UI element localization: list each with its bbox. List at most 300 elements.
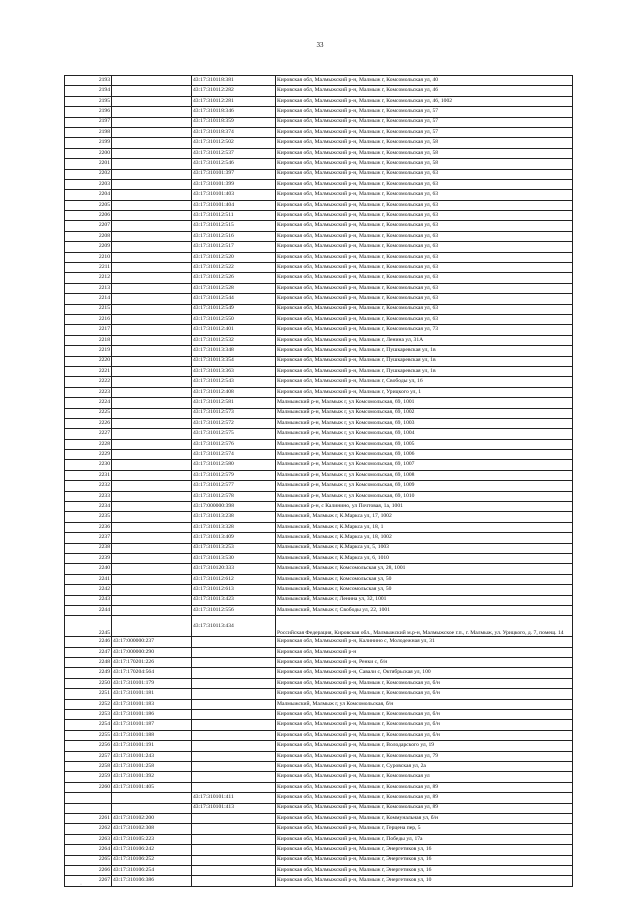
table-row bbox=[65, 117, 573, 127]
premises-cadastral-number-cell: 43:17:310112:408 bbox=[192, 387, 276, 397]
cadastral-number-cell bbox=[112, 793, 192, 803]
premises-cadastral-number-cell: 43:17:310112:532 bbox=[192, 335, 276, 345]
row-number-cell: 2211 bbox=[65, 263, 112, 273]
row-number-cell: 2200 bbox=[65, 148, 112, 158]
table-row bbox=[65, 470, 573, 480]
address-cell: Кировская обл, Малмыжский р-н, Малмыж г, Энергетиков ул, 16 bbox=[276, 845, 573, 855]
table-row bbox=[65, 398, 573, 408]
table-row bbox=[65, 107, 573, 117]
address-cell: Малмыжский р-н, Малмыж г, ул Комсомольская, 69, 1008 bbox=[276, 470, 573, 480]
row-number-cell: 2194 bbox=[65, 86, 112, 96]
row-number-cell: 2230 bbox=[65, 460, 112, 470]
premises-cadastral-number-cell: 43:17:310112:573 bbox=[192, 408, 276, 418]
premises-cadastral-number-cell: 43:17:310113:328 bbox=[192, 522, 276, 532]
cadastral-number-cell bbox=[112, 242, 192, 252]
row-number-cell: 2252 bbox=[65, 699, 112, 709]
row-number-cell: 2229 bbox=[65, 450, 112, 460]
premises-cadastral-number-cell bbox=[192, 720, 276, 730]
cadastral-number-cell bbox=[112, 408, 192, 418]
address-cell: Малмыжский р-н, Малмыж г, ул Комсомольская, 69, 1006 bbox=[276, 450, 573, 460]
cadastral-number-cell bbox=[112, 553, 192, 563]
table-row bbox=[65, 346, 573, 356]
cadastral-number-cell: 43:17:310101:187 bbox=[112, 720, 192, 730]
address-cell: Кировская обл, Малмыжский р-н, Малмыж г, Комсомольская ул, 46 bbox=[276, 86, 573, 96]
table-row bbox=[65, 543, 573, 553]
table-row bbox=[65, 824, 573, 834]
address-cell: Малмыжский, Малмыж г, К.Маркса ул, 6, 1010 bbox=[276, 553, 573, 563]
cadastral-number-cell bbox=[112, 304, 192, 314]
cadastral-number-cell: 43:17:310106:242 bbox=[112, 845, 192, 855]
address-cell: Кировская обл, Малмыжский р-н, Малмыж г, Комсомольская ул, 89 bbox=[276, 793, 573, 803]
row-number-cell: 2220 bbox=[65, 356, 112, 366]
cadastral-number-cell bbox=[112, 450, 192, 460]
cadastral-number-cell: 43:17:310101:191 bbox=[112, 741, 192, 751]
address-cell: Малмыжский, Малмыж г, ул Комсомольская, б/н bbox=[276, 699, 573, 709]
row-number-cell: 2203 bbox=[65, 179, 112, 189]
premises-cadastral-number-cell: 43:17:310101:399 bbox=[192, 179, 276, 189]
address-cell: Кировская обл, Малмыжский р-н, Малмыж г, Энергетиков ул, 10 bbox=[276, 876, 573, 886]
address-cell: Кировская обл, Малмыжский р-н, Малмыж г, Комсомольская ул, 46, 1002 bbox=[276, 96, 573, 106]
address-cell: Кировская обл, Малмыжский р-н, Малмыж г, Комсомольская ул, б/н bbox=[276, 720, 573, 730]
premises-cadastral-number-cell: 43:17:310101:411 bbox=[192, 793, 276, 803]
address-cell: Кировская обл, Малмыжский р-н, Малмыж г, Герцена пер, 5 bbox=[276, 824, 573, 834]
premises-cadastral-number-cell: 43:17:310120:333 bbox=[192, 564, 276, 574]
cadastral-number-cell bbox=[112, 387, 192, 397]
premises-cadastral-number-cell bbox=[192, 637, 276, 647]
row-number-cell: 2247 bbox=[65, 647, 112, 657]
row-number-cell bbox=[65, 793, 112, 803]
cadastral-number-cell: 43:17:310101:392 bbox=[112, 772, 192, 782]
premises-cadastral-number-cell: 43:17:310101:413 bbox=[192, 803, 276, 813]
cadastral-number-cell bbox=[112, 200, 192, 210]
row-number-cell: 2233 bbox=[65, 491, 112, 501]
address-cell: Кировская обл, Малмыжский р-н, Малмыж г, Комсомольская ул, 63 bbox=[276, 294, 573, 304]
table-row bbox=[65, 138, 573, 148]
address-cell: Кировская обл, Малмыжский р-н, Малмыж г, Комсомольская ул bbox=[276, 772, 573, 782]
address-cell: Кировская обл, Малмыжский р-н, Малмыж г, Комсомольская ул, б/н bbox=[276, 730, 573, 740]
cadastral-number-cell bbox=[112, 418, 192, 428]
premises-cadastral-number-cell bbox=[192, 751, 276, 761]
address-cell: Кировская обл, Малмыжский р-н, Малмыж г, Комсомольская ул, б/н bbox=[276, 689, 573, 699]
cadastral-number-cell bbox=[112, 127, 192, 137]
address-cell: Малмыжский, Малмыж г, К.Маркса ул, 18, 1002 bbox=[276, 533, 573, 543]
address-cell: Кировская обл, Малмыжский р-н, Малмыж г, Энергетиков ул, 16 bbox=[276, 855, 573, 865]
address-cell: Кировская обл, Малмыжский р-н, Малмыж г, Комсомольская ул, 58 bbox=[276, 159, 573, 169]
premises-cadastral-number-cell: 43:17:310113:348 bbox=[192, 346, 276, 356]
row-number-cell: 2239 bbox=[65, 553, 112, 563]
address-cell: Кировская обл, Малмыжский р-н, Малмыж г, Комсомольская ул, 63 bbox=[276, 190, 573, 200]
premises-cadastral-number-cell bbox=[192, 730, 276, 740]
address-cell: Малмыжский, Малмыж г, К.Маркса ул, 18, 1 bbox=[276, 522, 573, 532]
address-cell: Малмыжский, Малмыж г, Ленина ул, 32, 1001 bbox=[276, 595, 573, 605]
address-cell: Малмыжский, Малмыж г, Свободы ул, 22, 1001 bbox=[276, 605, 573, 615]
cadastral-number-cell bbox=[112, 398, 192, 408]
cadastral-number-cell bbox=[112, 148, 192, 158]
address-cell: Российская Федерация, Кировская обл., Малмыжский м.р-н, Малмыжское г.п., г. Малмыж, ул. Урицкого, д. 7, помещ. 14 bbox=[276, 616, 573, 637]
premises-cadastral-number-cell bbox=[192, 689, 276, 699]
premises-cadastral-number-cell bbox=[192, 855, 276, 865]
table-row bbox=[65, 876, 573, 886]
address-cell: Кировская обл, Малмыжский р-н, Малмыж г, Коммунальная ул, б/н bbox=[276, 813, 573, 823]
table-row bbox=[65, 502, 573, 512]
row-number-cell: 2207 bbox=[65, 221, 112, 231]
address-cell: Кировская обл, Малмыжский р-н, Малмыж г, Комсомольская ул, 63 bbox=[276, 169, 573, 179]
address-cell: Кировская обл, Малмыжский р-н, Малмыж г, Свободы ул, 16 bbox=[276, 377, 573, 387]
premises-cadastral-number-cell: 43:17:310113:354 bbox=[192, 356, 276, 366]
row-number-cell: 2221 bbox=[65, 366, 112, 376]
address-cell: Кировская обл, Малмыжский р-н, Малмыж г, Комсомольская ул, 63 bbox=[276, 231, 573, 241]
table-row bbox=[65, 813, 573, 823]
cadastral-number-cell: 43:17:310106:254 bbox=[112, 865, 192, 875]
row-number-cell: 2267 bbox=[65, 876, 112, 886]
table-row bbox=[65, 127, 573, 137]
cadastral-number-cell bbox=[112, 366, 192, 376]
address-cell: Кировская обл, Малмыжский р-н, Малмыж г, Комсомольская ул, 63 bbox=[276, 273, 573, 283]
cadastral-number-cell bbox=[112, 605, 192, 615]
row-number-cell: 2256 bbox=[65, 741, 112, 751]
cadastral-number-cell bbox=[112, 439, 192, 449]
table-row bbox=[65, 335, 573, 345]
cadastral-number-cell bbox=[112, 346, 192, 356]
cadastral-number-cell bbox=[112, 460, 192, 470]
row-number-cell: 2198 bbox=[65, 127, 112, 137]
address-cell: Малмыжский, Малмыж г, К.Маркса ул, 17, 1002 bbox=[276, 512, 573, 522]
table-row bbox=[65, 689, 573, 699]
row-number-cell: 2196 bbox=[65, 107, 112, 117]
cadastral-number-cell: 43:17:310102:200 bbox=[112, 813, 192, 823]
premises-cadastral-number-cell: 43:17:310112:502 bbox=[192, 138, 276, 148]
cadastral-number-cell: 43:17:310101:179 bbox=[112, 678, 192, 688]
premises-cadastral-number-cell: 43:17:310112:577 bbox=[192, 481, 276, 491]
table-row bbox=[65, 242, 573, 252]
row-number-cell: 2244 bbox=[65, 605, 112, 615]
premises-cadastral-number-cell: 43:17:310112:281 bbox=[192, 96, 276, 106]
cadastral-number-cell bbox=[112, 283, 192, 293]
table-row bbox=[65, 294, 573, 304]
table-row bbox=[65, 200, 573, 210]
address-cell: Кировская обл, Малмыжский р-н, Малмыж г, Комсомольская ул, 57 bbox=[276, 127, 573, 137]
cadastral-number-cell bbox=[112, 803, 192, 813]
address-cell: Кировская обл, Малмыжский р-н, Малмыж г, Победы ул, 17а bbox=[276, 834, 573, 844]
address-cell: Малмыжский р-н, Малмыж г, ул Комсомольская, 69, 1009 bbox=[276, 481, 573, 491]
table-row bbox=[65, 252, 573, 262]
address-cell: Кировская обл, Малмыжский р-н, Малмыж г, Ленина ул, 31А bbox=[276, 335, 573, 345]
cadastral-number-cell bbox=[112, 221, 192, 231]
table-row bbox=[65, 616, 573, 637]
table-row bbox=[65, 699, 573, 709]
row-number-cell: 2265 bbox=[65, 855, 112, 865]
cadastral-number-cell: 43:17:310101:405 bbox=[112, 782, 192, 792]
cadastral-number-cell: 43:17:170201:226 bbox=[112, 658, 192, 668]
row-number-cell: 2249 bbox=[65, 668, 112, 678]
premises-cadastral-number-cell bbox=[192, 834, 276, 844]
table-row bbox=[65, 283, 573, 293]
address-cell: Кировская обл, Малмыжский р-н, Малмыж г, Комсомольская ул, 58 bbox=[276, 148, 573, 158]
row-number-cell: 2212 bbox=[65, 273, 112, 283]
table-row bbox=[65, 460, 573, 470]
address-cell: Кировская обл, Малмыжский р-н, Малмыж г, Комсомольская ул, 63 bbox=[276, 263, 573, 273]
table-row bbox=[65, 855, 573, 865]
table-row bbox=[65, 221, 573, 231]
row-number-cell: 2238 bbox=[65, 543, 112, 553]
premises-cadastral-number-cell: 43:17:310118:346 bbox=[192, 107, 276, 117]
row-number-cell: 2217 bbox=[65, 325, 112, 335]
row-number-cell: 2237 bbox=[65, 533, 112, 543]
premises-cadastral-number-cell bbox=[192, 699, 276, 709]
row-number-cell: 2250 bbox=[65, 678, 112, 688]
table-row bbox=[65, 647, 573, 657]
cadastral-number-cell bbox=[112, 211, 192, 221]
premises-cadastral-number-cell: 43:17:310113:409 bbox=[192, 533, 276, 543]
table-row bbox=[65, 304, 573, 314]
address-cell: Малмыжский р-н, Малмыж г, ул Комсомольская, 69, 1007 bbox=[276, 460, 573, 470]
premises-cadastral-number-cell: 43:17:310112:401 bbox=[192, 325, 276, 335]
cadastral-number-cell: 43:17:310101:243 bbox=[112, 751, 192, 761]
address-cell: Кировская обл, Малмыжский р-н, Малмыж г, Комсомольская ул, 63 bbox=[276, 314, 573, 324]
table-row bbox=[65, 418, 573, 428]
row-number-cell: 2228 bbox=[65, 439, 112, 449]
address-cell: Кировская обл, Малмыжский р-н, Малмыж г, Комсомольская ул, 40 bbox=[276, 76, 573, 86]
table-row bbox=[65, 845, 573, 855]
cadastral-number-cell bbox=[112, 522, 192, 532]
cadastral-number-cell bbox=[112, 76, 192, 86]
premises-cadastral-number-cell bbox=[192, 824, 276, 834]
premises-cadastral-number-cell: 43:17:310101:403 bbox=[192, 190, 276, 200]
row-number-cell: 2253 bbox=[65, 710, 112, 720]
table-row bbox=[65, 834, 573, 844]
table-row bbox=[65, 179, 573, 189]
row-number-cell: 2201 bbox=[65, 159, 112, 169]
table-row bbox=[65, 231, 573, 241]
table-row bbox=[65, 574, 573, 584]
address-cell: Кировская обл, Малмыжский р-н, Малмыж г, Комсомольская ул, 73 bbox=[276, 325, 573, 335]
address-cell: Кировская обл, Малмыжский р-н, Малмыж г, Комсомольская ул, 63 bbox=[276, 304, 573, 314]
row-number-cell: 2213 bbox=[65, 283, 112, 293]
cadastral-number-cell: 43:17:310101:181 bbox=[112, 689, 192, 699]
cadastral-number-cell bbox=[112, 585, 192, 595]
row-number-cell: 2216 bbox=[65, 314, 112, 324]
premises-cadastral-number-cell: 43:17:310112:537 bbox=[192, 148, 276, 158]
premises-cadastral-number-cell: 43:17:310112:550 bbox=[192, 314, 276, 324]
cadastral-number-cell bbox=[112, 470, 192, 480]
cadastral-number-cell bbox=[112, 543, 192, 553]
table-row bbox=[65, 512, 573, 522]
premises-cadastral-number-cell bbox=[192, 668, 276, 678]
table-row bbox=[65, 710, 573, 720]
cadastral-number-cell bbox=[112, 314, 192, 324]
address-cell: Кировская обл, Малмыжский р-н, Малмыж г, Комсомольская ул, 89 bbox=[276, 803, 573, 813]
cadastral-number-cell bbox=[112, 574, 192, 584]
table-row bbox=[65, 793, 573, 803]
table-row bbox=[65, 803, 573, 813]
row-number-cell: 2231 bbox=[65, 470, 112, 480]
table-row bbox=[65, 772, 573, 782]
premises-cadastral-number-cell: 43:17:310113:363 bbox=[192, 366, 276, 376]
cadastral-number-cell bbox=[112, 356, 192, 366]
address-cell: Кировская обл, Малмыжский р-н, Малмыж г, Энергетиков ул, 16 bbox=[276, 865, 573, 875]
cadastral-number-cell bbox=[112, 595, 192, 605]
row-number-cell: 2241 bbox=[65, 574, 112, 584]
address-cell: Малмыжский р-н, Малмыж г, ул Комсомольская, 69, 1001 bbox=[276, 398, 573, 408]
table-row bbox=[65, 408, 573, 418]
premises-cadastral-number-cell: 43:17:310112:581 bbox=[192, 398, 276, 408]
cadastral-number-cell bbox=[112, 533, 192, 543]
table-row bbox=[65, 585, 573, 595]
premises-cadastral-number-cell: 43:17:310101:397 bbox=[192, 169, 276, 179]
table-row bbox=[65, 314, 573, 324]
premises-cadastral-number-cell: 43:17:310113:434 bbox=[192, 616, 276, 637]
row-number-cell: 2246 bbox=[65, 637, 112, 647]
address-cell: Кировская обл, Малмыжский р-н, Малмыж г, Володарского ул, 19 bbox=[276, 741, 573, 751]
table-row bbox=[65, 450, 573, 460]
table-row bbox=[65, 658, 573, 668]
address-cell: Кировская обл, Малмыжский р-н, Ренки с, б/н bbox=[276, 658, 573, 668]
address-cell: Кировская обл, Малмыжский р-н, Малмыж г, Пушкаревская ул, 1в bbox=[276, 356, 573, 366]
row-number-cell: 2234 bbox=[65, 502, 112, 512]
cadastral-number-cell: 43:17:000000:290 bbox=[112, 647, 192, 657]
address-cell: Кировская обл, Малмыжский р-н, Малмыж г, Комсомольская ул, 58 bbox=[276, 138, 573, 148]
cadastral-number-cell bbox=[112, 117, 192, 127]
cadastral-number-cell: 43:17:170204:564 bbox=[112, 668, 192, 678]
cadastral-number-cell bbox=[112, 335, 192, 345]
address-cell: Кировская обл, Малмыжский р-н, Малмыж г, Пушкаревская ул, 1в bbox=[276, 346, 573, 356]
premises-cadastral-number-cell: 43:17:310113:423 bbox=[192, 595, 276, 605]
premises-cadastral-number-cell bbox=[192, 813, 276, 823]
cadastral-number-cell bbox=[112, 294, 192, 304]
row-number-cell: 2218 bbox=[65, 335, 112, 345]
table-row bbox=[65, 439, 573, 449]
premises-cadastral-number-cell bbox=[192, 647, 276, 657]
premises-cadastral-number-cell bbox=[192, 845, 276, 855]
premises-cadastral-number-cell bbox=[192, 678, 276, 688]
table-row bbox=[65, 522, 573, 532]
table-row bbox=[65, 782, 573, 792]
table-row bbox=[65, 86, 573, 96]
cadastral-number-cell bbox=[112, 429, 192, 439]
page-number: 33 bbox=[316, 41, 324, 49]
table-row bbox=[65, 273, 573, 283]
cadastral-number-cell bbox=[112, 502, 192, 512]
row-number-cell: 2255 bbox=[65, 730, 112, 740]
row-number-cell: 2248 bbox=[65, 658, 112, 668]
table-row bbox=[65, 678, 573, 688]
row-number-cell: 2266 bbox=[65, 865, 112, 875]
row-number-cell: 2222 bbox=[65, 377, 112, 387]
address-cell: Малмыжский р-н, Малмыж г, ул Комсомольская, 69, 1003 bbox=[276, 418, 573, 428]
address-cell: Малмыжский р-н, Малмыж г, ул Комсомольская, 69, 1005 bbox=[276, 439, 573, 449]
address-cell: Малмыжский р-н, Малмыж г, ул Комсомольская, 69, 1002 bbox=[276, 408, 573, 418]
address-cell: Малмыжский р-н, Малмыж г, ул Комсомольская, 69, 1010 bbox=[276, 491, 573, 501]
table-row bbox=[65, 263, 573, 273]
table-row bbox=[65, 533, 573, 543]
premises-cadastral-number-cell: 43:17:310112:613 bbox=[192, 585, 276, 595]
address-cell: Кировская обл, Малмыжский р-н, Малмыж г, Комсомольская ул, б/н bbox=[276, 678, 573, 688]
table-row bbox=[65, 325, 573, 335]
table-row bbox=[65, 159, 573, 169]
premises-cadastral-number-cell: 43:17:310112:526 bbox=[192, 273, 276, 283]
premises-cadastral-number-cell: 43:17:310112:517 bbox=[192, 242, 276, 252]
premises-cadastral-number-cell: 43:17:310112:528 bbox=[192, 283, 276, 293]
table-row bbox=[65, 595, 573, 605]
row-number-cell: 2219 bbox=[65, 346, 112, 356]
premises-cadastral-number-cell: 43:17:310112:574 bbox=[192, 450, 276, 460]
row-number-cell: 2263 bbox=[65, 834, 112, 844]
row-number-cell: 2206 bbox=[65, 211, 112, 221]
cadastral-number-cell: 43:17:310101:186 bbox=[112, 710, 192, 720]
cadastral-number-cell: 43:17:310106:252 bbox=[112, 855, 192, 865]
table-row bbox=[65, 553, 573, 563]
table-row bbox=[65, 762, 573, 772]
cadastral-number-cell: 43:17:310101:258 bbox=[112, 762, 192, 772]
row-number-cell: 2226 bbox=[65, 418, 112, 428]
premises-cadastral-number-cell bbox=[192, 658, 276, 668]
table-row bbox=[65, 720, 573, 730]
row-number-cell: 2195 bbox=[65, 96, 112, 106]
premises-cadastral-number-cell: 43:17:310101:404 bbox=[192, 200, 276, 210]
row-number-cell: 2236 bbox=[65, 522, 112, 532]
property-register-table bbox=[64, 75, 573, 887]
premises-cadastral-number-cell: 43:17:310112:546 bbox=[192, 159, 276, 169]
row-number-cell: 2254 bbox=[65, 720, 112, 730]
address-cell: Кировская обл, Малмыжский р-н, Малмыж г, Суровская ул, 2а bbox=[276, 762, 573, 772]
row-number-cell: 2199 bbox=[65, 138, 112, 148]
row-number-cell: 2260 bbox=[65, 782, 112, 792]
cadastral-number-cell: 43:17:310101:188 bbox=[112, 730, 192, 740]
address-cell: Кировская обл, Малмыжский р-н, Малмыж г, Комсомольская ул, 63 bbox=[276, 221, 573, 231]
row-number-cell: 2245 bbox=[65, 616, 112, 637]
premises-cadastral-number-cell bbox=[192, 741, 276, 751]
cadastral-number-cell bbox=[112, 138, 192, 148]
address-cell: Кировская обл, Малмыжский р-н, Малмыж г, Комсомольская ул, 63 bbox=[276, 179, 573, 189]
table-row bbox=[65, 564, 573, 574]
cadastral-number-cell: 43:17:310101:183 bbox=[112, 699, 192, 709]
row-number-cell: 2240 bbox=[65, 564, 112, 574]
row-number-cell: 2258 bbox=[65, 762, 112, 772]
address-cell: Кировская обл, Малмыжский р-н, Малмыж г, Пушкаревская ул, 1в bbox=[276, 366, 573, 376]
cadastral-number-cell bbox=[112, 512, 192, 522]
cadastral-number-cell bbox=[112, 252, 192, 262]
cadastral-number-cell: 43:17:310102:308 bbox=[112, 824, 192, 834]
row-number-cell: 2227 bbox=[65, 429, 112, 439]
cadastral-number-cell bbox=[112, 190, 192, 200]
address-cell: Кировская обл, Малмыжский р-н, Малмыж г, Комсомольская ул, 63 bbox=[276, 252, 573, 262]
address-cell: Кировская обл, Малмыжский р-н, Малмыж г, Урицкого ул, 1 bbox=[276, 387, 573, 397]
table-row bbox=[65, 751, 573, 761]
row-number-cell: 2202 bbox=[65, 169, 112, 179]
table-row bbox=[65, 356, 573, 366]
cadastral-number-cell bbox=[112, 179, 192, 189]
address-cell: Кировская обл, Малмыжский р-н, Малмыж г, Комсомольская ул, б/н bbox=[276, 710, 573, 720]
address-cell: Кировская обл, Малмыжский р-н, Малмыж г, Комсомольская ул, 57 bbox=[276, 107, 573, 117]
row-number-cell: 2257 bbox=[65, 751, 112, 761]
address-cell: Малмыжский р-н, с Калинино, ул Почтовая, 1а, 1001 bbox=[276, 502, 573, 512]
row-number-cell: 2264 bbox=[65, 845, 112, 855]
cadastral-number-cell bbox=[112, 273, 192, 283]
premises-cadastral-number-cell: 43:17:310112:544 bbox=[192, 294, 276, 304]
table-row bbox=[65, 605, 573, 615]
address-cell: Кировская обл, Малмыжский р-н, Савали с, Октябрьская ул, 100 bbox=[276, 668, 573, 678]
row-number-cell: 2259 bbox=[65, 772, 112, 782]
table-row bbox=[65, 481, 573, 491]
cadastral-number-cell: 43:17:000000:237 bbox=[112, 637, 192, 647]
premises-cadastral-number-cell: 43:17:310112:579 bbox=[192, 470, 276, 480]
premises-cadastral-number-cell: 43:17:310118:359 bbox=[192, 117, 276, 127]
table-row bbox=[65, 668, 573, 678]
premises-cadastral-number-cell: 43:17:310112:576 bbox=[192, 439, 276, 449]
address-cell: Малмыжский, Малмыж г, Комсомольская ул, 28, 1001 bbox=[276, 564, 573, 574]
premises-cadastral-number-cell: 43:17:310118:374 bbox=[192, 127, 276, 137]
address-cell: Малмыжский, Малмыж г, К.Маркса ул, 5, 1003 bbox=[276, 543, 573, 553]
